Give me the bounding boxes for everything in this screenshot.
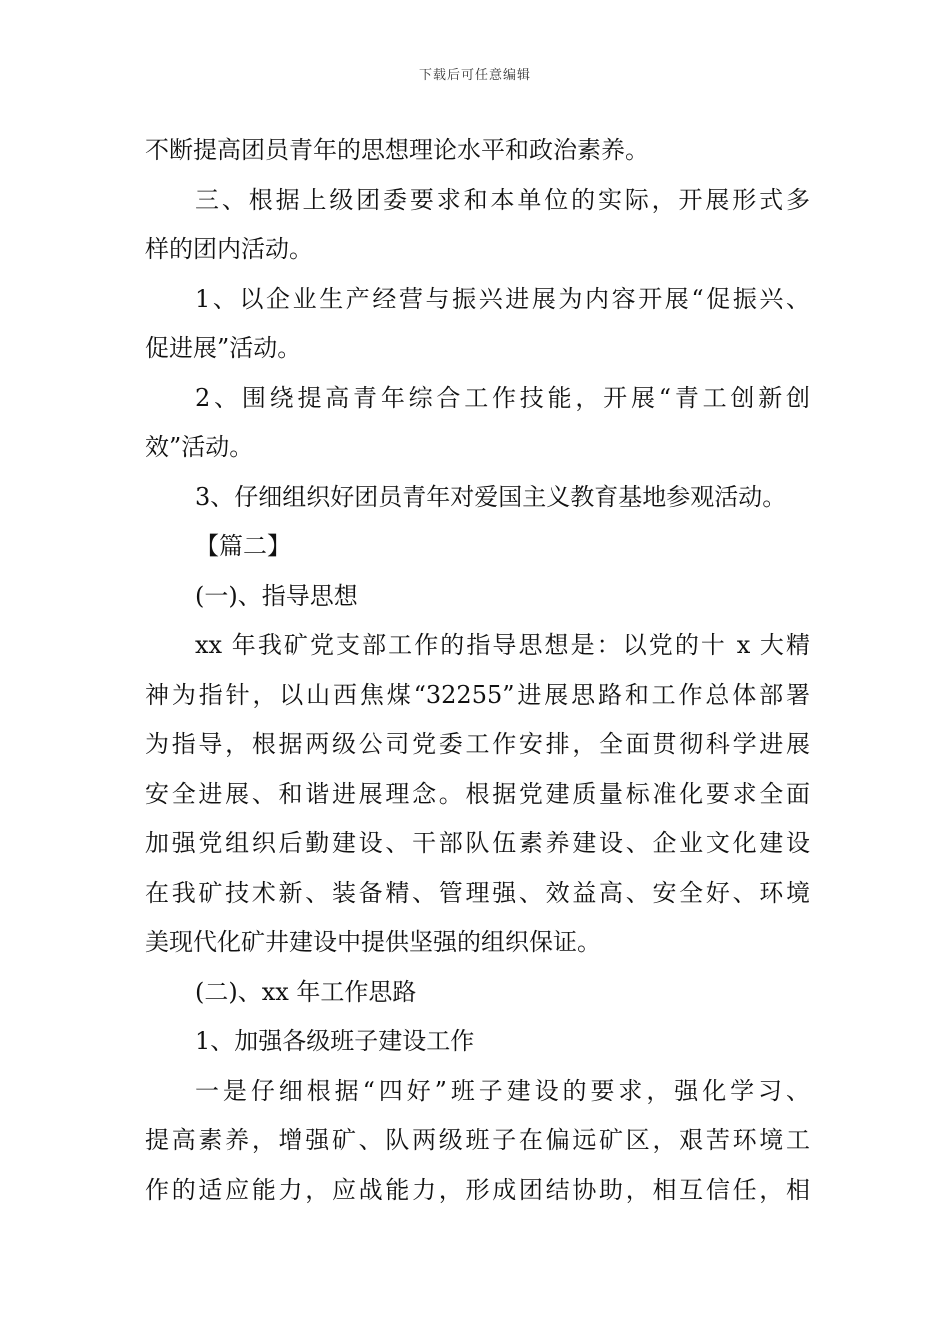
text-line: 1、以企业生产经营与振兴进展为内容开展“促振兴、 <box>195 284 810 313</box>
document-body <box>145 126 810 1215</box>
text-line: 效”活动。 <box>145 433 254 461</box>
text-line: 3、仔细组织好团员青年对爱国主义教育基地参观活动。 <box>195 482 787 511</box>
text-line: 安全进展、和谐进展理念。根据党建质量标准化要求全面 <box>145 779 810 808</box>
text-line: 一是仔细根据“四好”班子建设的要求，强化学习、 <box>195 1076 810 1105</box>
text-line: 2、围绕提高青年综合工作技能，开展“青工创新创 <box>195 383 810 412</box>
text-line: 作的适应能力，应战能力，形成团结协助，相互信任，相 <box>145 1175 810 1204</box>
text-line: 美现代化矿井建设中提供坚强的组织保证。 <box>145 928 601 956</box>
text-line: 不断提高团员青年的思想理论水平和政治素养。 <box>145 136 649 164</box>
text-line: 提高素养，增强矿、队两级班子在偏远矿区，艰苦环境工 <box>145 1126 810 1154</box>
text-line: 促进展”活动。 <box>145 334 302 362</box>
text-line: 在我矿技术新、装备精、管理强、效益高、安全好、环境 <box>145 878 810 907</box>
text-line: 为指导，根据两级公司党委工作安排，全面贯彻科学进展 <box>145 730 810 758</box>
text-line: 三、根据上级团委要求和本单位的实际，开展形式多 <box>195 185 810 214</box>
text-line: xx 年我矿党支部工作的指导思想是：以党的十 x 大精 <box>195 631 810 659</box>
text-line: 【篇二】 <box>195 532 291 560</box>
text-line: 1、加强各级班子建设工作 <box>195 1027 475 1055</box>
text-line: (二)、xx 年工作思路 <box>195 977 417 1006</box>
text-line: 加强党组织后勤建设、干部队伍素养建设、企业文化建设 <box>145 829 810 857</box>
text-line: 样的团内活动。 <box>145 235 313 263</box>
text-line: 神为指针，以山西焦煤“32255”进展思路和工作总体部署 <box>145 680 810 709</box>
text-line: (一)、指导思想 <box>195 581 358 610</box>
page-header: 下载后可任意编辑 <box>418 68 531 83</box>
